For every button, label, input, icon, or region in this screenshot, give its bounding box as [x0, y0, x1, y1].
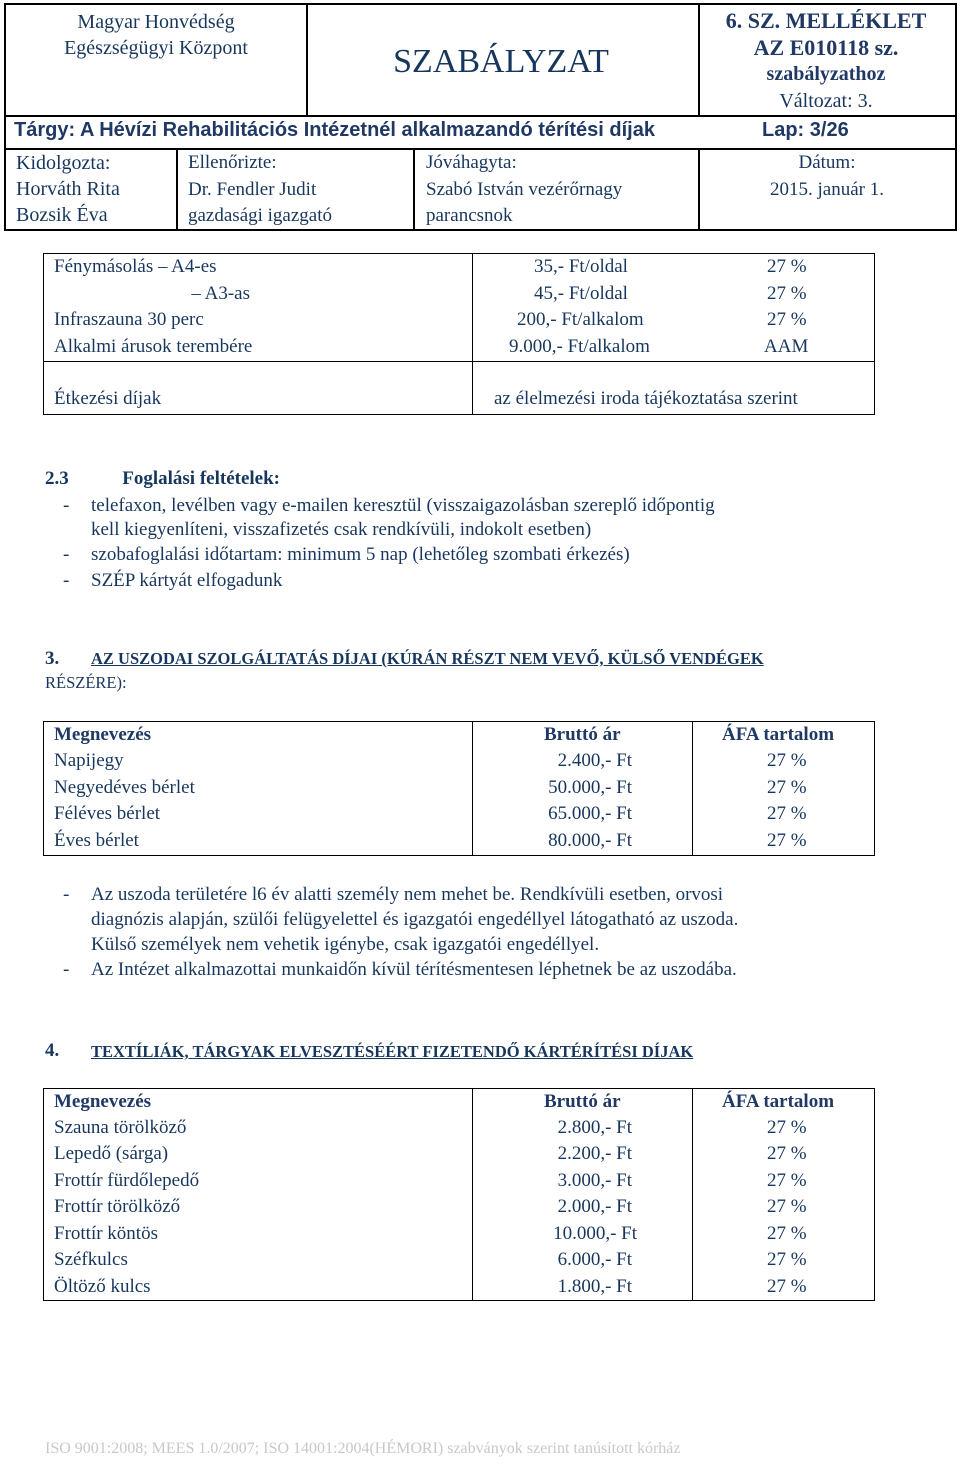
- col-header-name: Megnevezés: [54, 1091, 152, 1112]
- booking-item-line: SZÉP kártyát elfogadunk: [91, 570, 283, 591]
- table-cell-name: Lepedő (sárga): [54, 1143, 169, 1164]
- org-line-2: Egészségügyi Központ: [64, 37, 248, 59]
- table-cell-name: Éves bérlet: [54, 830, 139, 851]
- annex-line-1: 6. SZ. MELLÉKLET: [725, 8, 927, 33]
- table-cell-vat: 27 %: [767, 750, 807, 771]
- booking-item-line: kell kiegyenlíteni, visszafizetés csak rendkívüli, indokolt esetben): [91, 519, 592, 540]
- table-cell-vat: 27 %: [767, 777, 807, 798]
- prepared-name-1: Horváth Rita: [16, 178, 120, 200]
- fee-price: 200,- Ft/alkalom: [517, 309, 644, 330]
- fee-name: Étkezési díjak: [54, 388, 162, 409]
- fee-name: – A3-as: [191, 283, 250, 304]
- fee-price: 35,- Ft/oldal: [534, 256, 628, 277]
- table-cell-price: 50.000,- Ft: [548, 777, 632, 798]
- table-cell-name: Szauna törölköző: [54, 1117, 187, 1138]
- booking-item-line: telefaxon, levélben vagy e-mailen keresztül (visszaigazolásban szereplő időpontig: [91, 495, 715, 516]
- table-cell-price: 10.000,- Ft: [553, 1223, 637, 1244]
- fee-name: Fénymásolás – A4-es: [54, 256, 217, 277]
- approved-label: Jóváhagyta:: [426, 152, 517, 173]
- org-name: [6, 9, 306, 61]
- table-cell-price: 2.800,- Ft: [557, 1117, 632, 1138]
- col-header-vat: ÁFA tartalom: [722, 1091, 835, 1112]
- table-cell-name: Napijegy: [54, 750, 124, 771]
- date-value: 2015. január 1.: [770, 178, 884, 200]
- annex-block: [697, 7, 955, 114]
- fee-vat: 27 %: [767, 256, 807, 277]
- fee-note: az élelmezési iroda tájékoztatása szerint: [494, 388, 798, 409]
- prepared-name-2: Bozsik Éva: [16, 204, 108, 226]
- table-cell-price: 2.200,- Ft: [557, 1143, 632, 1164]
- col-header-price: Bruttó ár: [544, 724, 621, 745]
- booking-item-line: szobafoglalási időtartam: minimum 5 nap (lehetőleg szombati érkezés): [91, 544, 630, 565]
- table-cell-price: 2.400,- Ft: [557, 750, 632, 771]
- bullet-dash: -: [63, 570, 70, 591]
- table-cell-name: Negyedéves bérlet: [54, 777, 195, 798]
- iso-footer: ISO 9001:2008; MEES 1.0/2007; ISO 14001:2004(HÉMORI) szabványok szerint tanúsított kórház: [45, 1440, 681, 1457]
- table-cell-name: Féléves bérlet: [54, 803, 161, 824]
- page-number: Lap: 3/26: [762, 119, 849, 141]
- bullet-dash: -: [63, 884, 70, 905]
- table-cell-price: 2.000,- Ft: [557, 1196, 632, 1217]
- note-line: Az uszoda területére l6 év alatti személy nem mehet be. Rendkívüli esetben, orvosi: [91, 884, 724, 905]
- section4-number: 4.: [45, 1040, 60, 1061]
- table-cell-name: Frottír köntös: [54, 1223, 158, 1244]
- subject-text: A Hévízi Rehabilitációs Intézetnél alkalmazandó térítési díjak: [79, 119, 655, 141]
- annex-line-3: szabályzathoz: [766, 63, 886, 85]
- table-cell-vat: 27 %: [767, 1143, 807, 1164]
- booking-number: 2.3: [45, 468, 69, 489]
- fee-vat: AAM: [764, 336, 809, 357]
- subject-label: Tárgy:: [14, 119, 76, 141]
- table-cell-vat: 27 %: [767, 1276, 807, 1297]
- subject-line: [14, 117, 655, 143]
- section3-title-line2: RÉSZÉRE):: [45, 673, 127, 692]
- table-cell-vat: 27 %: [767, 1223, 807, 1244]
- fee-vat: 27 %: [767, 283, 807, 304]
- section4-title: TEXTÍLIÁK, TÁRGYAK ELVESZTÉSÉÉRT FIZETENDŐ KÁRTÉRÍTÉSI DÍJAK: [91, 1042, 694, 1061]
- table-cell-price: 1.800,- Ft: [557, 1276, 632, 1297]
- note-line: Külső személyek nem vehetik igénybe, csak igazgatói engedéllyel.: [91, 934, 600, 955]
- approved-name: Szabó István vezérőrnagy: [426, 178, 623, 200]
- date-label: Dátum:: [798, 152, 856, 173]
- fee-name: Alkalmi árusok terembére: [54, 336, 253, 357]
- fee-name: Infraszauna 30 perc: [54, 309, 204, 330]
- table-cell-name: Frottír fürdőlepedő: [54, 1170, 200, 1191]
- fee-vat: 27 %: [767, 309, 807, 330]
- table-cell-vat: 27 %: [767, 1117, 807, 1138]
- booking-title: [45, 466, 280, 492]
- org-line-1: Magyar Honvédség: [77, 11, 235, 33]
- table-cell-price: 6.000,- Ft: [557, 1249, 632, 1270]
- section3-title-line1: AZ USZODAI SZOLGÁLTATÁS DÍJAI (KÚRÁN RÉSZT NEM VEVŐ, KÜLSŐ VENDÉGEK: [91, 649, 764, 668]
- approved-role: parancsnok: [426, 205, 513, 226]
- booking-title-text: Foglalási feltételek:: [122, 468, 281, 489]
- bullet-dash: -: [63, 544, 70, 565]
- date-block: [698, 150, 956, 203]
- section3-number: 3.: [45, 648, 60, 669]
- table-cell-vat: 27 %: [767, 803, 807, 824]
- col-header-vat: ÁFA tartalom: [722, 724, 835, 745]
- table-cell-vat: 27 %: [767, 1249, 807, 1270]
- col-header-price: Bruttó ár: [544, 1091, 621, 1112]
- col-header-name: Megnevezés: [54, 724, 152, 745]
- bullet-dash: -: [63, 959, 70, 980]
- doc-type-title: SZABÁLYZAT: [393, 43, 609, 80]
- bullet-dash: -: [63, 495, 70, 516]
- annex-line-2: AZ E010118 sz.: [753, 35, 899, 60]
- table-cell-price: 3.000,- Ft: [557, 1170, 632, 1191]
- note-line: diagnózis alapján, szülői felügyelettel és igazgatói engedéllyel látogatható az uszoda.: [91, 909, 739, 930]
- table-cell-price: 80.000,- Ft: [548, 830, 632, 851]
- fee-price: 9.000,- Ft/alkalom: [509, 336, 650, 357]
- note-line: Az Intézet alkalmazottai munkaidőn kívül térítésmentesen léphetnek be az uszodába.: [91, 959, 737, 980]
- table-cell-price: 65.000,- Ft: [548, 803, 632, 824]
- checked-name: Dr. Fendler Judit: [188, 178, 317, 200]
- table-cell-vat: 27 %: [767, 1170, 807, 1191]
- fee-price: 45,- Ft/oldal: [534, 283, 628, 304]
- table-cell-name: Széfkulcs: [54, 1249, 128, 1270]
- table-cell-name: Öltöző kulcs: [54, 1276, 151, 1297]
- checked-label: Ellenőrizte:: [188, 152, 277, 173]
- version: Változat: 3.: [779, 90, 873, 112]
- table-cell-name: Frottír törölköző: [54, 1196, 181, 1217]
- prepared-by: [16, 150, 120, 228]
- checked-by: [188, 150, 332, 230]
- prepared-label: Kidolgozta:: [16, 152, 111, 174]
- checked-role: gazdasági igazgató: [188, 205, 333, 226]
- table-cell-vat: 27 %: [767, 1196, 807, 1217]
- table-cell-vat: 27 %: [767, 830, 807, 851]
- approved-by: [426, 150, 622, 230]
